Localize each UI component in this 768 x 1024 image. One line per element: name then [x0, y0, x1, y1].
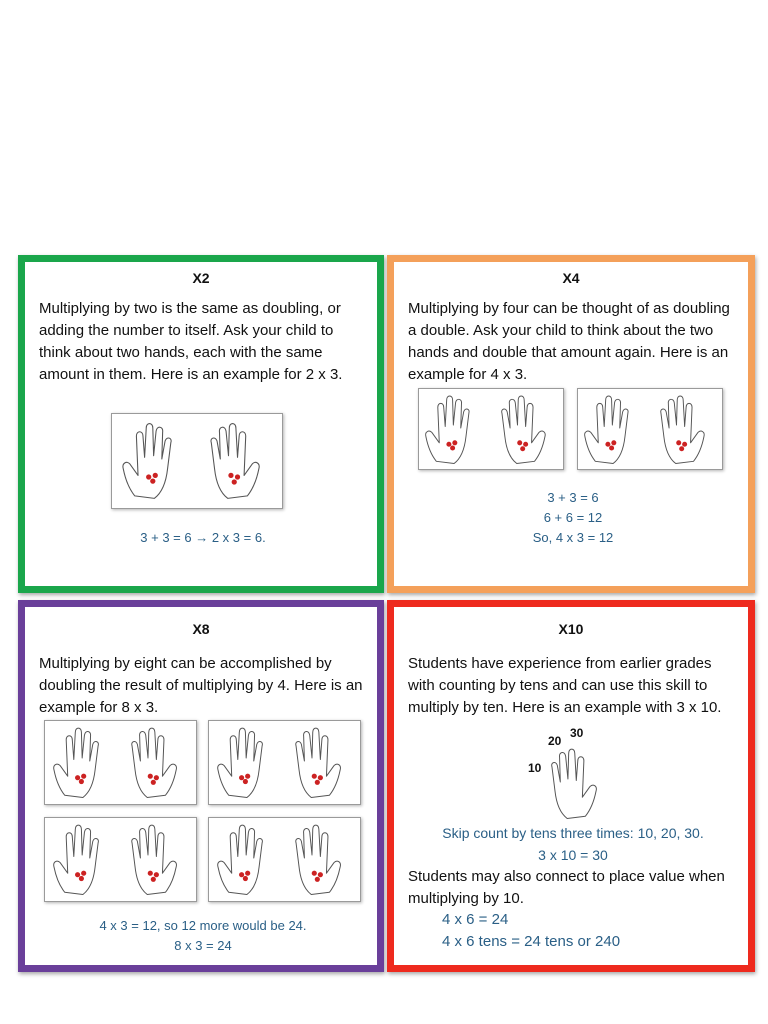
- hands-image: [111, 413, 283, 509]
- hands-image: [44, 817, 197, 902]
- hands-image: [577, 388, 723, 470]
- card-x4: [387, 255, 755, 593]
- card-title: X2: [192, 270, 210, 286]
- open-hand-icon: [419, 389, 563, 469]
- hands-image: [208, 817, 361, 902]
- example-2: 4 x 6 tens = 24 tens or 240: [442, 933, 621, 950]
- card-title: X4: [562, 270, 580, 286]
- hand-label-10: 10: [528, 761, 542, 775]
- hands-image: [418, 388, 564, 470]
- open-hand-icon: [209, 818, 360, 901]
- card-x8: [18, 600, 384, 972]
- card-text: Multiplying by eight can be accomplished by doubling the result of multiplying by 4. Here is an example for 8 x 3.: [39, 655, 363, 716]
- open-hand-icon: [578, 389, 722, 469]
- result: 3 x 10 = 30: [538, 847, 608, 863]
- card-x2: [18, 255, 384, 593]
- place-value-text: Students may also connect to place value when multiplying by 10.: [408, 868, 725, 907]
- equation-3: So, 4 x 3 = 12: [532, 530, 614, 545]
- equation-1: 4 x 3 = 12, so 12 more would be 24.: [99, 918, 307, 933]
- hands-image: [208, 720, 361, 805]
- card-text: Multiplying by four can be thought of as doubling a double. Ask your child to think about the two hands and double that amount again. Here is an example for 4 x 3.: [408, 300, 730, 383]
- hands-image: [44, 720, 197, 805]
- open-hand-icon: [45, 721, 196, 804]
- open-hand-icon: [542, 744, 606, 820]
- hand-label-20: 20: [548, 734, 562, 748]
- equation-2: 6 + 6 = 12: [543, 510, 603, 525]
- open-hand-icon: [45, 818, 196, 901]
- equation-1: 3 + 3 = 6: [547, 490, 599, 505]
- equation: 3 + 3 = 6 → 2 x 3 = 6.: [140, 530, 266, 545]
- example-1: 4 x 6 = 24: [442, 911, 509, 928]
- card-title: X8: [192, 621, 210, 637]
- card-x10: [387, 600, 755, 972]
- open-hand-icon: [112, 414, 282, 508]
- hand-label-30: 30: [570, 726, 584, 740]
- card-title: X10: [558, 621, 584, 637]
- card-text: Students have experience from earlier grades with counting by tens and can use this skill to multiply by ten. Here is an example with 3 x 10.: [408, 655, 722, 716]
- card-text: Multiplying by two is the same as doubling, or adding the number to itself. Ask your child to think about two hands, each with the same amount in them. Here is an example for 2 x 3.: [39, 300, 343, 383]
- skip-count: Skip count by tens three times: 10, 20, 30.: [442, 825, 704, 841]
- equation-2: 8 x 3 = 24: [174, 938, 232, 953]
- open-hand-icon: [209, 721, 360, 804]
